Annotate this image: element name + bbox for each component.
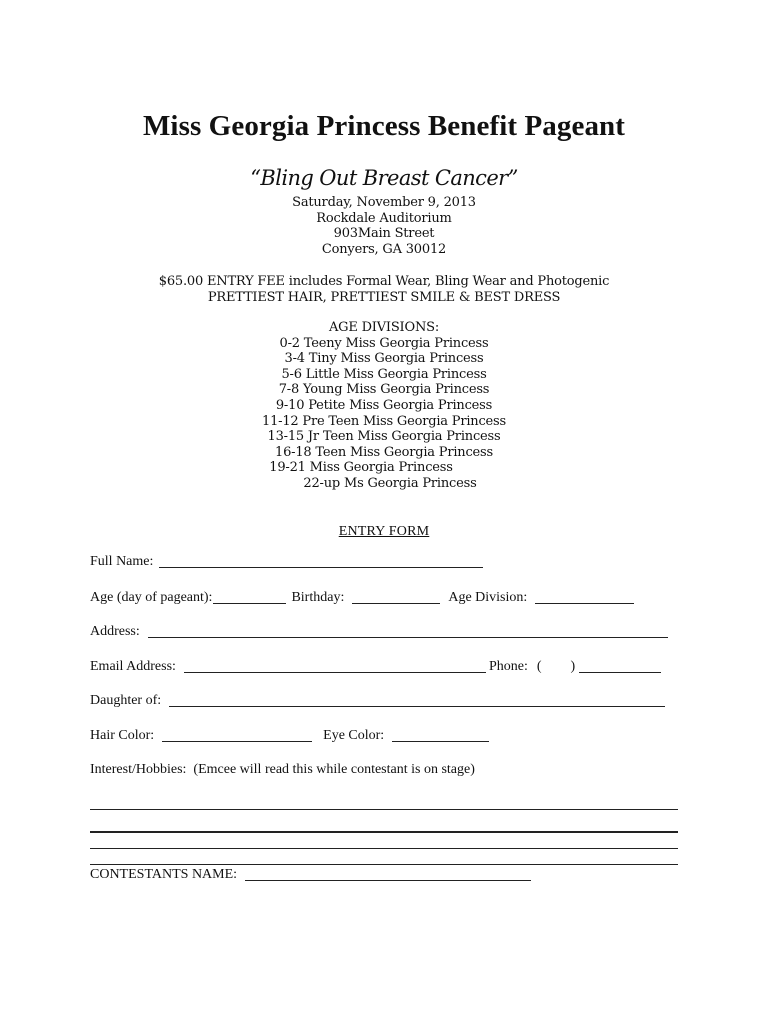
fee-line-1: $65.00 ENTRY FEE includes Formal Wear, Bling Wear and Photogenic (158, 274, 610, 289)
division-item: 16-18 Teen Miss Georgia Princess (275, 444, 493, 460)
fee-line-2: PRETTIEST HAIR, PRETTIEST SMILE & BEST DRESS (207, 289, 561, 305)
phone-label: Phone: (488, 659, 528, 674)
address-row (90, 623, 668, 641)
daughter-row (90, 692, 665, 710)
page-title: Miss Georgia Princess Benefit Pageant (142, 110, 626, 142)
age-divisions-heading: AGE DIVISIONS: (328, 320, 440, 335)
entry-form-heading: ENTRY FORM (338, 524, 430, 539)
age-division-label: Age Division: (448, 590, 528, 605)
interests-line[interactable] (90, 864, 678, 865)
email-label: Email Address: (90, 659, 176, 674)
division-item: 22-up Ms Georgia Princess (303, 475, 477, 491)
division-item: 3-4 Tiny Miss Georgia Princess (284, 351, 484, 367)
age-field[interactable] (213, 591, 286, 604)
eye-color-label: Eye Color: (323, 728, 385, 743)
age-row (90, 589, 634, 607)
division-item: 13-15 Jr Teen Miss Georgia Princess (267, 429, 501, 445)
email-field[interactable] (184, 660, 486, 673)
interests-row (90, 761, 475, 779)
full-name-field[interactable] (159, 555, 483, 568)
phone-field[interactable] (579, 660, 661, 673)
address-label: Address: (90, 624, 140, 639)
event-date: Saturday, November 9, 2013 (292, 195, 476, 210)
contestant-name-field[interactable] (245, 868, 531, 881)
hair-color-label: Hair Color: (90, 728, 155, 743)
page-subtitle: “Bling Out Breast Cancer” (250, 166, 518, 190)
division-item: 19-21 Miss Georgia Princess (269, 460, 453, 476)
division-item: 7-8 Young Miss Georgia Princess (278, 382, 490, 398)
event-info (0, 195, 768, 257)
eye-color-field[interactable] (392, 729, 489, 742)
full-name-row (90, 553, 483, 571)
hair-color-field[interactable] (162, 729, 312, 742)
age-division-field[interactable] (535, 591, 634, 604)
email-row (90, 658, 661, 676)
division-item: 0-2 Teeny Miss Georgia Princess (279, 335, 489, 351)
event-venue: Rockdale Auditorium (316, 210, 452, 226)
interests-line[interactable] (90, 809, 678, 810)
event-city: Conyers, GA 30012 (321, 241, 447, 257)
birthday-label: Birthday: (291, 590, 345, 605)
age-divisions (0, 320, 768, 492)
address-field[interactable] (148, 625, 668, 638)
division-item: 11-12 Pre Teen Miss Georgia Princess (262, 413, 506, 429)
birthday-field[interactable] (352, 591, 440, 604)
age-label: Age (day of pageant): (90, 590, 213, 605)
interests-line[interactable] (90, 848, 678, 849)
interests-label: Interest/Hobbies: (Emcee will read this while contestant is on stage) (90, 762, 475, 777)
daughter-field[interactable] (169, 694, 665, 707)
event-street: 903Main Street (333, 226, 435, 242)
division-item: 9-10 Petite Miss Georgia Princess (275, 397, 493, 413)
interests-line[interactable] (90, 831, 678, 834)
contestant-name-label: CONTESTANTS NAME: (90, 867, 238, 882)
hair-eye-row (90, 727, 489, 745)
division-item: 5-6 Little Miss Georgia Princess (281, 366, 487, 382)
fee-info (0, 274, 768, 305)
phone-paren-open: ( (536, 659, 542, 674)
contestant-name-row (90, 866, 531, 884)
phone-paren-close: ) (570, 659, 576, 674)
daughter-label: Daughter of: (90, 693, 162, 708)
full-name-label: Full Name: (90, 554, 154, 569)
